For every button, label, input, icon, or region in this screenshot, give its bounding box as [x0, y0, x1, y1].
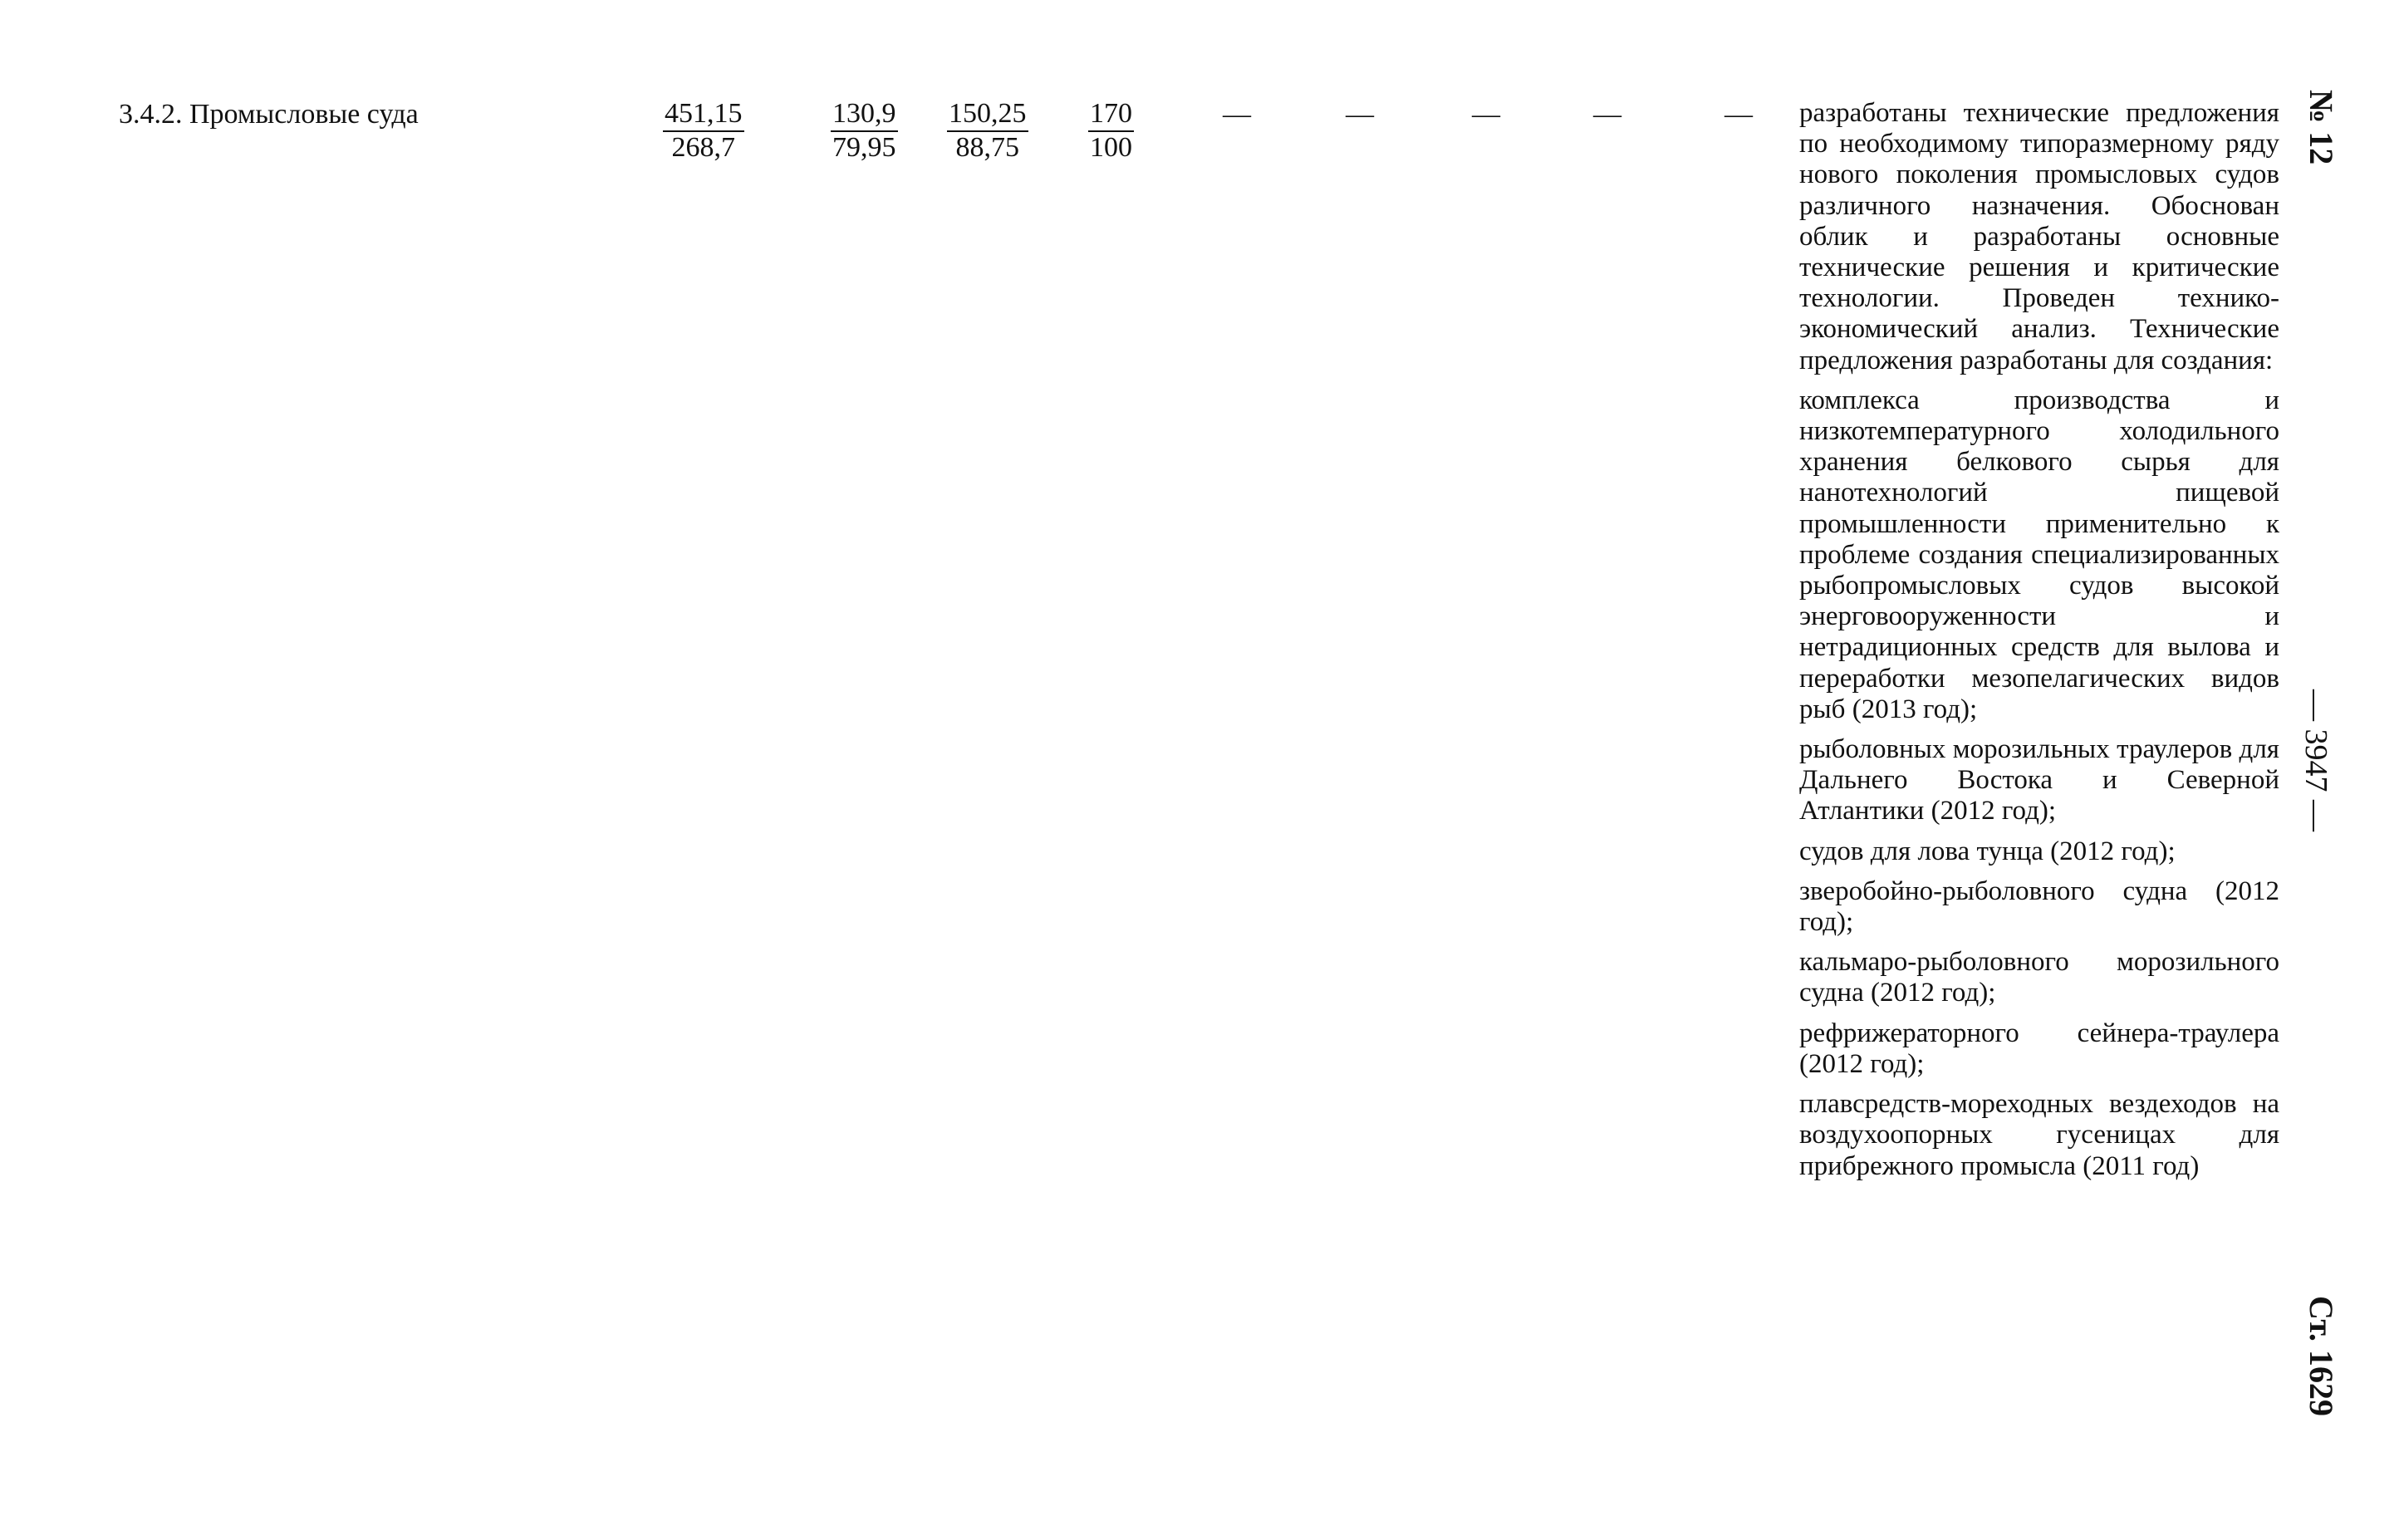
- description-paragraph: разработаны технические предложения по необходимому типоразмерному ряду нового поколения промысловых судов различного назначения. Обоснован облик и разработаны основные технические решения и критические технологии. Проведен технико-экономический анализ. Технические предложения разработаны для создания:: [1799, 98, 2279, 375]
- fraction-numerator: 130,9: [831, 98, 898, 132]
- row-label: 3.4.2. Промысловые суда: [119, 99, 419, 130]
- empty-cell-dash: —: [1346, 99, 1374, 130]
- fraction-denominator: 268,7: [671, 132, 735, 163]
- fraction-value: [947, 98, 1028, 164]
- fraction-denominator: 100: [1090, 132, 1132, 163]
- issue-number: № 12: [2303, 90, 2340, 165]
- fraction-numerator: 170: [1088, 98, 1134, 132]
- fraction-value: [1088, 98, 1134, 164]
- fraction-numerator: 150,25: [947, 98, 1028, 132]
- fraction-denominator: 79,95: [832, 132, 896, 163]
- fraction-value: [663, 98, 744, 164]
- fraction-value: [831, 98, 898, 164]
- description-paragraph: рефрижераторного сейнера-траулера (2012 год);: [1799, 1018, 2279, 1079]
- description-column: [1799, 98, 2279, 1191]
- fraction-denominator: 88,75: [955, 132, 1019, 163]
- description-paragraph: зверобойно-рыболовного судна (2012 год);: [1799, 875, 2279, 938]
- description-paragraph: плавсредств-мореходных вездеходов на воздухоопорных гусеницах для прибрежного промысла (2011 год): [1799, 1089, 2279, 1181]
- empty-cell-dash: —: [1223, 99, 1251, 130]
- description-paragraph: рыболовных морозильных траулеров для Дальнего Востока и Северной Атлантики (2012 год);: [1799, 734, 2279, 826]
- description-paragraph: кальмаро-рыболовного морозильного судна (2012 год);: [1799, 947, 2279, 1008]
- description-paragraph: судов для лова тунца (2012 год);: [1799, 836, 2176, 866]
- article-number: Ст. 1629: [2303, 1296, 2340, 1416]
- empty-cell-dash: —: [1725, 99, 1753, 130]
- description-paragraph: комплекса производства и низкотемпературного холодильного хранения белкового сырья для нанотехнологий пищевой промышленности применительно к проблеме создания специализированных рыбопромысловых судов высокой энерговооруженности и нетрадиционных средств для вылова и переработки мезопелагических видов рыб (2013 год);: [1799, 385, 2279, 724]
- page-number: — 3947 —: [2299, 689, 2333, 831]
- fraction-numerator: 451,15: [663, 98, 744, 132]
- empty-cell-dash: —: [1472, 99, 1500, 130]
- empty-cell-dash: —: [1593, 99, 1621, 130]
